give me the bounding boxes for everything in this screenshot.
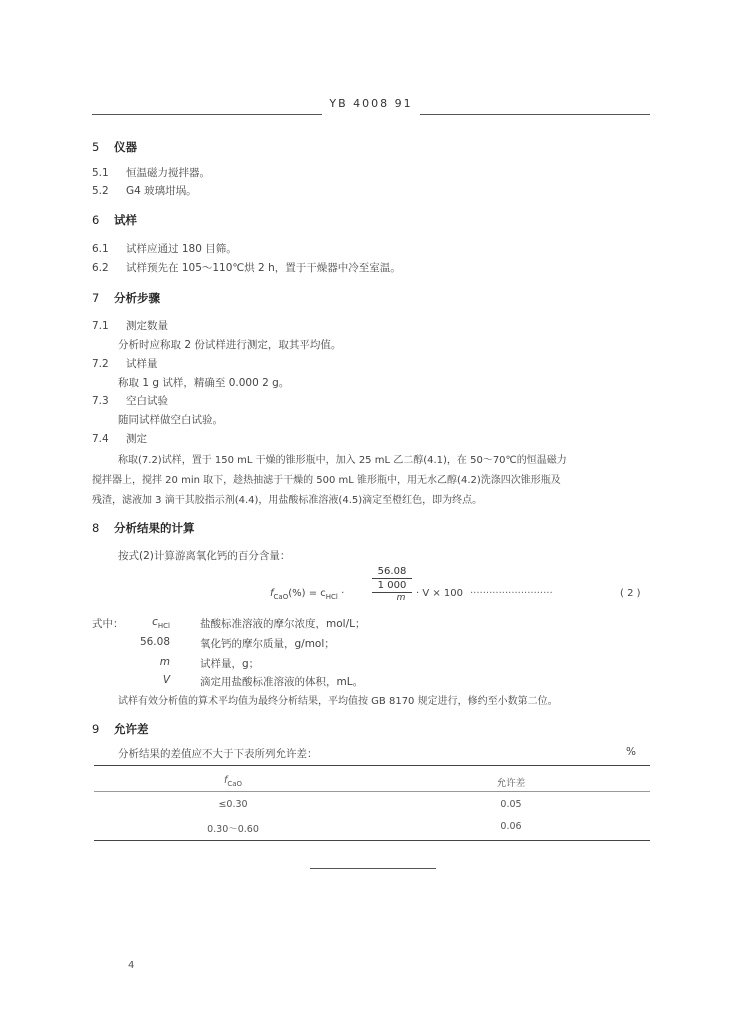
header-rule-right [420, 114, 650, 115]
header-rule-left [92, 114, 322, 115]
table-top-rule [94, 765, 650, 766]
item-6-2: 6.2 试样预先在 105～110℃烘 2 h，置于干燥器中冷至室温。 [92, 262, 401, 274]
formula-tail: · V × 100 [416, 588, 464, 599]
end-rule [310, 868, 436, 869]
item-7-1-body: 分析时应称取 2 份试样进行测定，取其平均值。 [118, 339, 342, 351]
table-bottom-rule [94, 840, 650, 841]
item-7-2-title: 7.2 试样量 [92, 358, 158, 370]
where-desc-c: 盐酸标准溶液的摩尔浓度，mol/L； [200, 618, 366, 630]
table-row-1-range: ≤0.30 [218, 799, 248, 810]
table-row-2-range: 0.30～0.60 [207, 824, 259, 835]
section-9-heading: 9 允许差 [92, 722, 149, 736]
where-symbol-m: m [159, 656, 170, 668]
item-7-1-title: 7.1 测定数量 [92, 320, 168, 332]
formula-lhs: $f_{CaO}(\%) = c_{HCl}$ · [270, 588, 345, 601]
item-7-4-line-3: 残渣，滤液加 3 滴干其胶指示剂(4.4)，用盐酸标准溶液(4.5)滴定至橙红色，即为终点。 [92, 495, 483, 506]
result-conclusion: 试样有效分析值的算术平均值为最终分析结果，平均值按 GB 8170 规定进行，修约至小数第二位。 [118, 696, 558, 707]
table-row-1-tolerance: 0.05 [500, 799, 522, 810]
formula-equation-number: ( 2 ) [620, 588, 641, 599]
where-desc-v: 滴定用盐酸标准溶液的体积，mL。 [200, 676, 364, 688]
formula-mass-symbol: m [396, 593, 406, 603]
section-7-heading: 7 分析步骤 [92, 291, 160, 305]
where-desc-m: 试样量，g； [200, 658, 260, 670]
formula-thousand: 1 000 [377, 580, 407, 591]
table-row-2-tolerance: 0.06 [500, 821, 522, 832]
where-desc-molar-mass: 氧化钙的摩尔质量，g/mol； [200, 638, 335, 650]
where-symbol-v: V [162, 674, 170, 686]
section-5-heading: 5 仪器 [92, 140, 137, 154]
formula-fraction [372, 566, 412, 603]
item-7-2-body: 称取 1 g 试样，精确至 0.000 2 g。 [118, 377, 290, 389]
item-7-3-title: 7.3 空白试验 [92, 395, 168, 407]
item-5-2: 5.2 G4 玻璃坩埚。 [92, 185, 197, 197]
section-8-heading: 8 分析结果的计算 [92, 521, 195, 535]
formula-dots: ·························· [470, 588, 553, 599]
section-6-heading: 6 试样 [92, 213, 137, 227]
item-6-1: 6.1 试样应通过 180 目筛。 [92, 243, 237, 255]
item-7-4-line-2: 搅拌器上，搅拌 20 min 取下，趁热抽滤于干燥的 500 mL 锥形瓶中，用无水乙醇(4.2)洗涤四次锥形瓶及 [92, 475, 561, 486]
table-header-tolerance: 允许差 [496, 778, 526, 789]
where-label: 式中： [92, 618, 124, 630]
table-header-range: $f_{CaO}$ [223, 775, 243, 788]
item-7-4-title: 7.4 测定 [92, 433, 147, 445]
item-5-1: 5.1 恒温磁力搅拌器。 [92, 167, 210, 179]
tolerance-intro: 分析结果的差值应不大于下表所列允许差： [118, 748, 318, 760]
where-symbol-c: $c_{HCl}$ [152, 616, 170, 631]
formula-intro: 按式(2)计算游离氧化钙的百分含量： [118, 550, 291, 562]
item-7-3-body: 随同试样做空白试验。 [118, 414, 223, 426]
table-header-rule [94, 791, 650, 792]
formula-molar-mass: 56.08 [372, 566, 412, 579]
tolerance-unit: % [626, 746, 636, 758]
where-symbol-molar-mass: 56.08 [139, 636, 170, 648]
page-header-title: YB 4008 91 [329, 97, 413, 110]
page-number: 4 [128, 960, 135, 971]
item-7-4-line-1: 称取(7.2)试样，置于 150 mL 干燥的锥形瓶中，加入 25 mL 乙二醇(4.1)，在 50～70℃的恒温磁力 [118, 455, 567, 466]
